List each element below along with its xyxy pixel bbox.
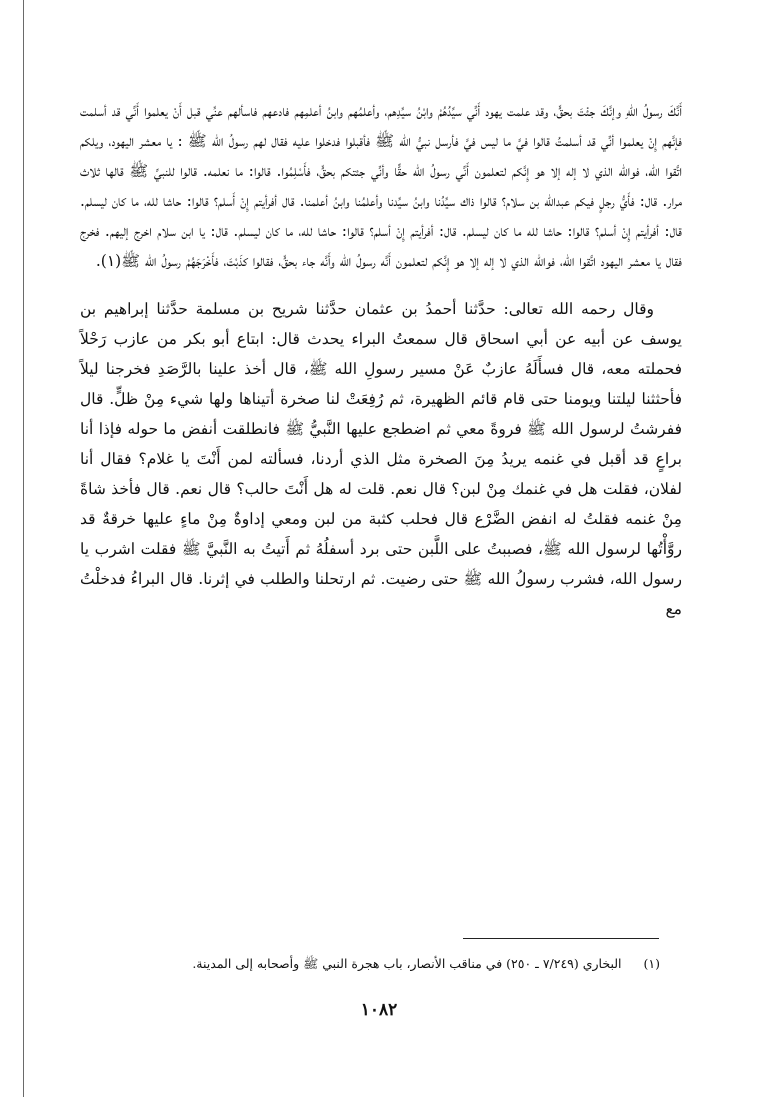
footnote-text: البخاري (٧/٢٤٩ ـ ٢٥٠) في مناقب الأنصار، باب هجرة النبي ﷺ وأصحابه إلى المدينة. — [192, 956, 622, 971]
paragraph-2: وقال رحمه الله تعالى: حدَّثنا أحمدُ بن عثمان حدَّثنا شريح بن مسلمة حدَّثنا إبراهيم بن يوسف عن أبيه عن أبي اسحاق قال سمعتُ البراء يحدث قال: ابتاع أبو بكر من عازب رَحْلاً فحملته معه، قال فسأَلَهُ عازبٌ عَنْ مسير رسولِ الله ﷺ، قال أخذ علينا بالرَّصَدِ فخرجنا ليلاً فأحثثنا ليلتنا ويومنا حتى قام قائم الظهيرة، ثم رُفِعَتْ لنا صخرة أتيناها ولها شيء مِنْ ظلٍّ. قال ففرشتُ لرسول الله ﷺ فروةً معي ثم اضطجع عليها النَّبيُّ ﷺ فانطلقت أنفض ما حوله فإذا أنا براعٍ قد أقبل في غنمه يريدُ مِنَ الصخرة مثل الذي أردنا، فسألته لمن أَنْتَ يا غلام؟ فقال أنا لفلان، فقلت هل في غنمك مِنْ لبن؟ قال نعم. قلت له هل أَنْتَ حالب؟ قال نعم. قال فأخذ شاةً مِنْ غنمه فقلتُ له انفض الضَّرْع قال فحلب كثبة من لبن ومعي إداوةٌ مِنْ ماءٍ عليها خرقةٌ قد روَّأْتُها لرسول الله ﷺ، فصببتُ على اللَّبن حتى برد أسفلُهُ ثم أَتيتُ به النَّبيَّ ﷺ فقلت اشرب يا رسول الله، فشرب رسولُ الله ﷺ حتى رضيت. ثم ارتحلنا والطلب في إثرنا. قال البراءُ فدخلْتُ مع — [80, 300, 682, 618]
paragraph-1: أَنَّكَ رسولُ اللهِ وإنَّكَ جئْتَ بحقٍّ، وقد علمت يهود أَنِّي سيِّدُهُمْ وابْنُ سيِّدِهم، وأعلمُهم وابنُ أعلمِهم فادعهم فاسألهم عنِّي قبل أَنْ يعلموا أَنِّي قد أسلمت فإنَّهم إِنْ يعلموا أنِّي قد أسلمتُ قالوا فيَّ ما ليس فيَّ فأرسل نبيُّ الله ﷺ فأقبلوا فدخلوا عليه فقال لهم رسولُ الله ﷺ : يا معشر اليهود، ويلكم اتَّقوا الله، فوالله الذي لا إله إلا هو إِنَّكم لتعلمون أَنِّي رسولُ الله حقًّا وأنِّي جئتكم بحقٍّ، فأَسْلِمُوا. قالوا: ما نعلمه. قالوا للنبيِّ ﷺ قالها ثلاث مرار. قال: فأَيُّ رجلٍ فيكم عبدالله بن سلام؟ قالوا ذاك سيِّدُنا وابنُ سيِّدنا وأعلمُنا وابنُ أعلمنا. قال أفرأيتم إِنْ أَسلم؟ قالوا: حاشا لله، ما كان ليسلم. قال: أفرأيتم إِنْ أسلم؟ قالوا: حاشا لله ما كان ليسلم. قال: أفرأيتم إِنْ أسلم؟ قالوا: حاشا لله، ما كان ليسلم. قال: يا ابن سلام اخرج إليهم. فخرج فقال يا معشر اليهود اتَّقوا الله، فوالله الذي لا إله إلا هو إِنَّكم لتعلمون أَنَّه رسولُ الله وأَنَّه جاء بحقٍّ، فقالوا كذَبْتَ، فأَخْرَجَهُمْ رسولُ الله ﷺ(١). — [80, 102, 682, 270]
footnote-number: (١) — [643, 956, 660, 971]
main-text — [80, 96, 682, 624]
footnote-separator — [463, 938, 659, 939]
page-number: ١٠٨٢ — [360, 1000, 398, 1020]
page-edge-line — [23, 0, 24, 1097]
footnote — [100, 953, 660, 975]
